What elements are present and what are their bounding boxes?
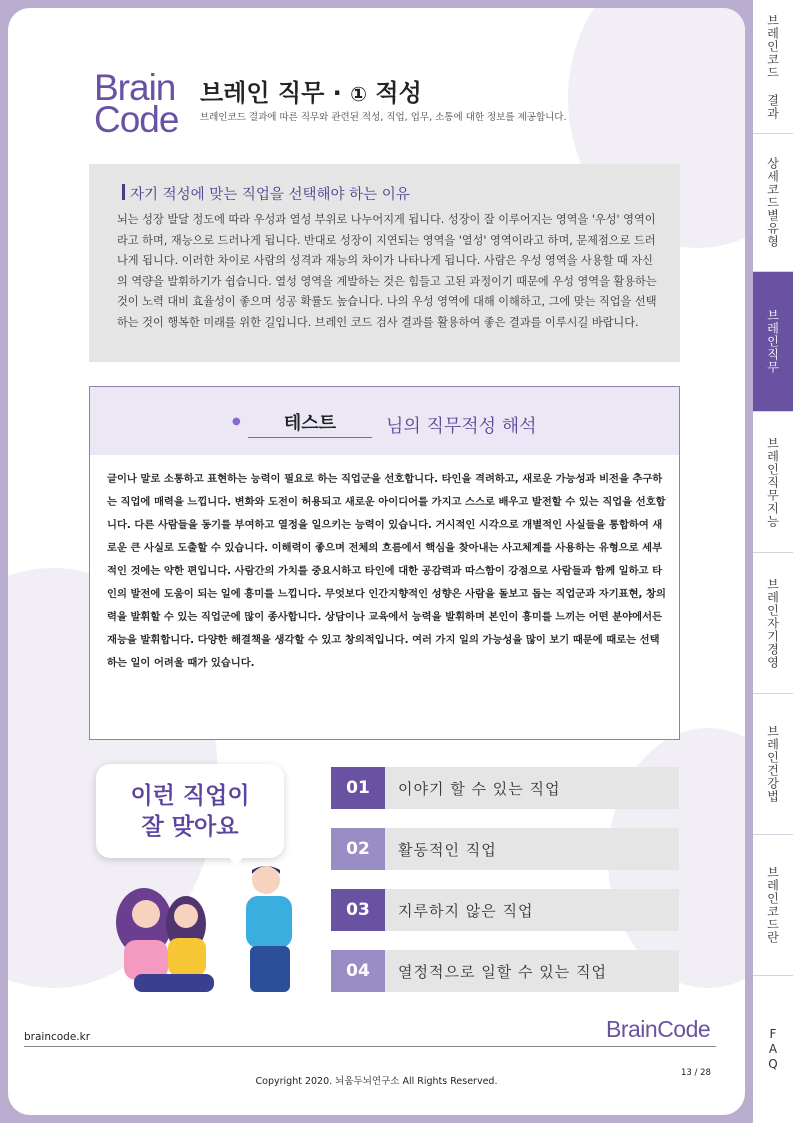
job-label: 이야기 할 수 있는 직업 [398, 779, 561, 798]
legs [134, 974, 214, 992]
logo-line1: Brain [94, 67, 176, 108]
job-label: 활동적인 직업 [398, 840, 497, 859]
tab-label: 브레인직무지능 [765, 436, 780, 528]
footer-logo: BrainCode [606, 1016, 711, 1042]
title-number: ① [350, 82, 368, 106]
person3-legs [250, 946, 290, 992]
user-name: 테스트 [248, 409, 372, 438]
person3-face [252, 866, 280, 894]
people-illustration [104, 862, 314, 992]
analysis-title: 님의 직무적성 해석 [386, 416, 537, 437]
reason-heading: 자기 적성에 맞는 직업을 선택해야 하는 이유 [130, 183, 410, 204]
person3-body [246, 896, 292, 948]
tab-label: 브레인자기경영 [765, 577, 780, 669]
tab-faq[interactable] [753, 976, 793, 1123]
tab-brain-job[interactable] [753, 272, 793, 412]
footer-url[interactable]: braincode.kr [24, 1031, 91, 1043]
side-tabs [753, 0, 793, 1123]
tab-brain-job-intelligence[interactable] [753, 412, 793, 553]
tab-detail-type[interactable] [753, 134, 793, 272]
analysis-body: 글이나 말로 소통하고 표현하는 능력이 필요로 하는 직업군을 선호합니다. 타인을 격려하고, 새로운 가능성과 비전을 추구하는 직업에 매력을 느낍니다. 변화와 도전이 허용되고 새로운 아이디어를 가지고 스스로 배우고 발전할 수 있는 직업을 선호합니다. 다른 사람들을 동기를 부여하고 열정을 일으키는 능력이 있습니다. 거시적인 시각으로 개별적인 사실들을 통합하여 새로운 큰 사실로 도출할 수 있습니다. 이해력이 좋으며 전체의 흐름에서 핵심을 찾아내는 사고체계를 사용하는 유형으로 세부적인 것에는 약한 편입니다. 사람간의 가치를 중요시하고 타인에 대한 공감력과 따스함이 강점으로 사람들과 함께 일하고 타인의 발전에 도움이 되는 일에 흥미를 느낍니다. 무엇보다 인간지향적인 성향은 사람을 돌보고 돕는 직업군과 자기표현, 창의력을 발휘할 수 있는 직업군에 많이 종사합니다. 상담이나 교육에서 능력을 발휘하며 본인이 흥미를 느끼는 어떤 분야에서든 재능을 발휘합니다. 다양한 해결책을 생각할 수 있고 창의적입니다. 여러 가지 일의 가능성을 많이 보기 때문에 때로는 선택하는 일이 어려울 때가 있습니다. [107, 473, 666, 669]
logo-line2: Code [94, 99, 179, 140]
braincode-logo [94, 67, 179, 140]
bubble-line1: 이런 직업이 [130, 783, 250, 809]
analysis-header-band [90, 387, 679, 455]
tab-label: FAQ [766, 1027, 780, 1072]
job-item [331, 950, 679, 992]
person2-face [174, 904, 198, 928]
job-number: 04 [331, 950, 385, 992]
title-dot: · [332, 79, 342, 107]
reason-body: 뇌는 성장 발달 정도에 따라 우성과 열성 부위로 나누어지게 됩니다. 성장이 잘 이루어지는 영역을 '우성' 영역이라고 하며, 재능으로 드러나게 됩니다. 반대로 성장이 지연되는 영역을 '열성' 영역이라고 하며, 문제점으로 드러나게 됩니다. 이러한 차이로 사람의 성격과 재능의 차이가 나타나게 됩니다. 사람은 우성 영역을 사용할 때 자신의 역량을 발휘하기가 쉽습니다. 열성 영역을 계발하는 것은 힘들고 고된 과정이기 때문에 우성 영역을 활용하는 것이 노력 대비 효율성이 좋으며 성공 확률도 높습니다. 나의 우성 영역에 대해 이해하고, 그에 맞는 직업을 선택하는 것이 행복한 미래를 위한 길입니다. 브레인 코드 검사 결과를 활용하여 좋은 결과를 이루시길 바랍니다. [117, 213, 657, 329]
job-item [331, 767, 679, 809]
job-number: 01 [331, 767, 385, 809]
page-title [200, 73, 422, 108]
person2-body [168, 938, 206, 976]
bubble-line2: 잘 맞아요 [141, 814, 239, 840]
person1-face [132, 900, 160, 928]
footer-divider [24, 1046, 716, 1047]
page-subtitle: 브레인코드 결과에 따른 직무와 관련된 적성, 직업, 업무, 소통에 대한 정보를 제공합니다. [200, 112, 567, 123]
tab-brain-self-management[interactable] [753, 553, 793, 694]
job-item [331, 828, 679, 870]
tab-label: 브레인직무 [765, 309, 780, 374]
job-label: 열정적으로 일할 수 있는 직업 [398, 962, 607, 981]
job-number: 02 [331, 828, 385, 870]
tab-label: 브레인코드란 [765, 866, 780, 944]
tab-what-is-braincode[interactable] [753, 835, 793, 976]
tab-brain-health[interactable] [753, 694, 793, 835]
tab-label: 상세코드별유형 [765, 157, 780, 248]
gem-icon: ● [232, 416, 241, 427]
job-number: 03 [331, 889, 385, 931]
job-label: 지루하지 않은 직업 [398, 901, 534, 920]
bubble-text [96, 781, 284, 843]
tab-label: 브레인코드 결과 [765, 13, 780, 120]
tab-braincode-result[interactable] [753, 0, 793, 134]
job-item [331, 889, 679, 931]
title-main: 브레인 직무 [200, 79, 325, 107]
tab-label: 브레인건강법 [765, 725, 780, 803]
page-number: 13 / 28 [681, 1068, 711, 1078]
copyright: Copyright 2020. 뇌움두뇌연구소 All Rights Reserved. [255, 1076, 498, 1087]
title-sub: 적성 [375, 79, 422, 107]
